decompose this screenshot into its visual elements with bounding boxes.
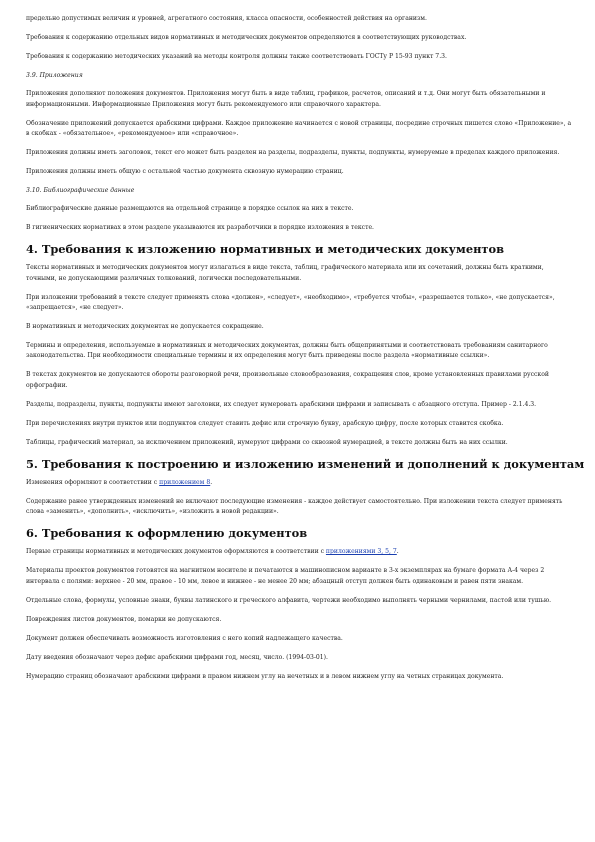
paragraph: Разделы, подразделы, пункты, подпункты имеют заголовки, их следует нумеровать арабскими цифрами и записывать с абзацного отступа. Пример - 2.1.4.3. xyxy=(26,400,537,408)
paragraph: предельно допустимых величин и уровней, агрегатного состояния, класса опасности, особенностей действия на организм. xyxy=(26,15,427,22)
paragraph: Дату введения обозначают через дефис арабскими цифрами год, месяц, число. (1994-03-01). xyxy=(26,653,328,661)
section-heading: 4. Требования к изложению нормативных и методических документов xyxy=(26,242,504,257)
paragraph: В нормативных и методических документах не допускается сокращение. xyxy=(26,323,264,330)
paragraph: Приложения дополняют положения документов. Приложения могут быть в виде таблиц, графиков, расчетов, описаний и т.д. Они могут быть обязательными и информационными. Информационные Приложения могут быть рекомендуемого или справочного характера. xyxy=(26,90,546,108)
paragraph: Документ должен обеспечивать возможность изготовления с него копий надлежащего качества. xyxy=(26,634,343,642)
paragraph: Изменения оформляют в соответствии с приложением 8. xyxy=(26,478,213,486)
paragraph: Повреждения листов документов, помарки не допускаются. xyxy=(26,615,222,623)
paragraph: Обозначение приложений допускается арабскими цифрами. Каждое приложение начинается с новой страницы, посредине строчных пишется слово «Приложение», а в скобках - «обязательное», «рекомендуемое» или «справочное». xyxy=(26,119,572,137)
paragraph: Материалы проектов документов готовятся на магнитном носителе и печатаются в машинописном варианте в 3-х экземплярах на бумаге формата А-4 через 2 интервала с полями: верхнее - 20 мм, правое - 10 мм, левое и нижнее - не менее 20 мм; абзацный отступ должен быть одинаковым и равен пяти знакам. xyxy=(26,567,545,585)
paragraph: В текстах документов не допускаются обороты разговорной речи, произвольные словообразования, сокращения слов, кроме установленных правилами русской орфографии. xyxy=(26,371,549,389)
paragraph: Приложения должны иметь заголовок, текст его может быть разделен на разделы, подразделы, пункты, подпункты, нумеруемые в пределах каждого приложения. xyxy=(26,149,560,156)
paragraph: Требования к содержанию методических указаний на методы контроля должны также соответствовать ГОСТу Р 15-93 пункт 7.3. xyxy=(26,53,447,60)
section-heading: 5. Требования к построению и изложению изменений и дополнений к документам xyxy=(26,456,585,471)
section-heading: 6. Требования к оформлению документов xyxy=(26,526,308,541)
appendix-link[interactable]: приложениями 3, 5, 7 xyxy=(325,548,397,556)
appendix-link[interactable]: приложением 8 xyxy=(159,478,211,486)
subsection-title: 3.9. Приложения xyxy=(26,72,83,79)
paragraph: При перечислениях внутри пунктов или подпунктов следует ставить дефис или строчную букву, арабскую цифру, после которых ставится скобка. xyxy=(26,419,504,427)
subsection-title: 3.10. Библиографические данные xyxy=(26,187,135,194)
paragraph: Отдельные слова, формулы, условные знаки, буквы латинского и греческого алфавита, чертежи необходимо выполнять черными чернилами, пастой или тушью. xyxy=(26,596,552,604)
paragraph: Библиографические данные размещаются на отдельной странице в порядке ссылок на них в тексте. xyxy=(26,205,354,213)
paragraph: Требования к содержанию отдельных видов нормативных и методических документов определяются в соответствующих руководствах. xyxy=(26,34,467,41)
paragraph: Содержание ранее утвержденных изменений не включают последующие изменения - каждое действует самостоятельно. При изложении текста следует применять слова «заменить», «дополнить», «исключить», «изложить в новой редакции». xyxy=(26,497,563,516)
paragraph: Первые страницы нормативных и методических документов оформляются в соответствии с приложениями 3, 5, 7. xyxy=(26,548,399,556)
paragraph: Термины и определения, используемые в нормативных и методических документах, должны быть общепринятыми и соответствовать требованиям санитарного законодательства. При необходимости специальные термины и их определения могут быть приведены после раздела «нормативные ссылки». xyxy=(26,342,548,360)
document-page xyxy=(26,14,585,691)
paragraph: Тексты нормативных и методических документов могут излагаться в виде текста, таблиц, графического материала или их сочетаний, должны быть краткими, точными, не допускающими различных толкований, логически последовательными. xyxy=(26,264,544,282)
paragraph: Приложения должны иметь общую с остальной частью документа сквозную нумерацию страниц. xyxy=(26,168,344,175)
paragraph: В гигиенических нормативах в этом разделе указываются их разработчики в порядке изложения в тексте. xyxy=(26,224,374,232)
paragraph: Нумерацию страниц обозначают арабскими цифрами в правом нижнем углу на нечетных и в левом нижнем углу на четных страницах документа. xyxy=(26,672,504,680)
paragraph: Таблицы, графический материал, за исключением приложений, нумеруют цифрами со сквозной нумерацией, в тексте должны быть на них ссылки. xyxy=(26,438,508,446)
paragraph: При изложении требований в тексте следует применять слова «должен», «следует», «необходимо», «требуется чтобы», «разрешается только», «не допускается», «запрещается», «не следует». xyxy=(26,293,555,311)
